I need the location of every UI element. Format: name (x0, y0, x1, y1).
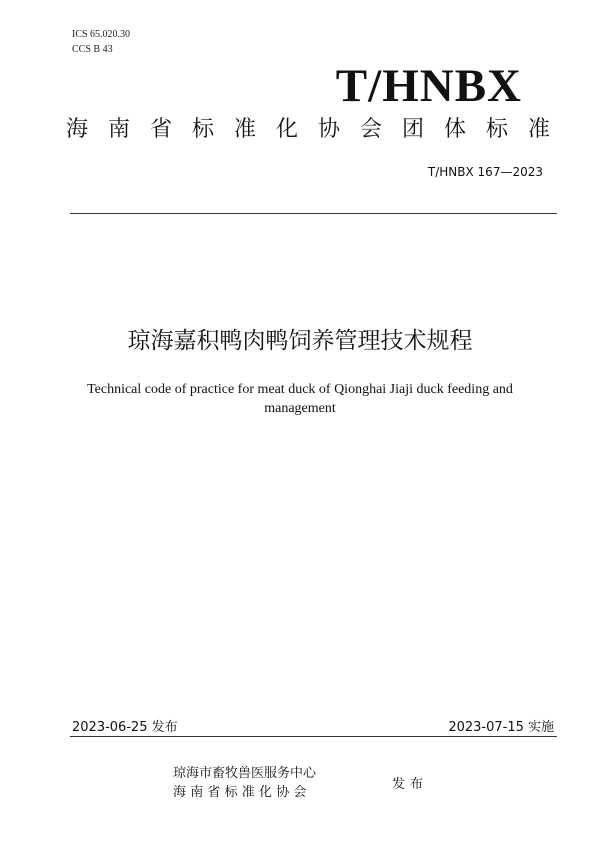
ccs-code: CCS B 43 (72, 44, 113, 55)
issuer-2: 海南省标准化协会 (173, 785, 311, 800)
standard-brand-code: T/HNBX (335, 60, 522, 112)
title-en-line-2: management (264, 401, 336, 416)
document-title-cn: 琼海嘉积鸭肉鸭饲养管理技术规程 (127, 328, 473, 354)
implementation-date: 2023-07-15 实施 (448, 720, 554, 735)
publish-label: 发布 (392, 777, 429, 792)
standard-number: T/HNBX 167—2023 (427, 165, 543, 179)
title-en-line-1: Technical code of practice for meat duck of Qionghai Jiaji duck feeding and (87, 382, 513, 397)
document-title-en (80, 380, 520, 418)
footer-divider (70, 736, 557, 737)
association-standard-name: 海南省标准化协会团体标准 (66, 117, 550, 142)
issuer-1: 琼海市畜牧兽医服务中心 (173, 766, 317, 781)
header-divider (70, 213, 557, 214)
publish-date: 2023-06-25 发布 (72, 720, 178, 735)
ics-code: ICS 65.020.30 (72, 29, 131, 40)
classification-codes (72, 27, 130, 57)
issuing-organizations (173, 764, 316, 802)
